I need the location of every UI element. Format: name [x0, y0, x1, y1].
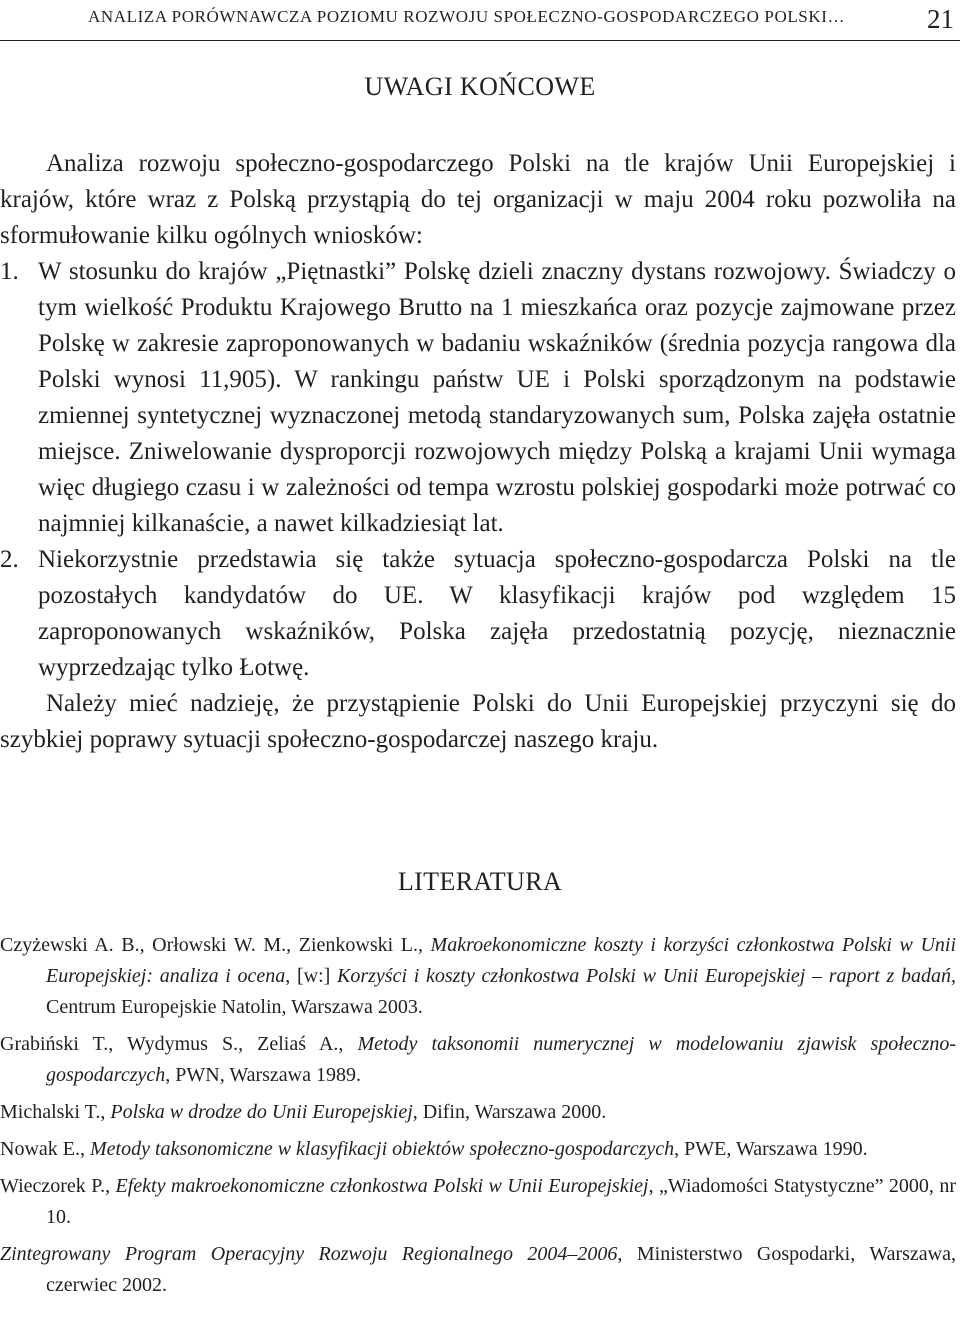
reference-item: [0, 930, 956, 1023]
reference-authors: Michalski T.,: [0, 1101, 111, 1123]
reference-item: [0, 1134, 956, 1165]
section-heading-literature: LITERATURA: [397, 867, 563, 896]
reference-authors: Grabiński T., Wydymus S., Zeliaś A.,: [0, 1033, 358, 1055]
section-heading-conclusions: UWAGI KOŃCOWE: [364, 72, 596, 101]
page-number: 21: [927, 4, 954, 34]
reference-publisher: , Difin, Warszawa 2000.: [412, 1101, 607, 1123]
reference-source: Korzyści i koszty członkostwa Polski w Unii Europejskiej – raport z badań: [337, 965, 951, 987]
reference-authors: Czyżewski A. B., Orłowski W. M., Zienkowski L.,: [0, 934, 431, 956]
reference-publisher: , Centrum Europejskie Natolin, Warszawa 2003.: [46, 965, 956, 1018]
conclusions-body: [0, 146, 956, 758]
point-number: 2.: [0, 546, 19, 573]
reference-item: [0, 1239, 956, 1301]
reference-title: Metody taksonomii numerycznej w modelowaniu zjawisk społeczno-gospodarczych: [46, 1033, 956, 1086]
reference-publisher: , PWN, Warszawa 1989.: [165, 1064, 362, 1086]
point-text: Niekorzystnie przedstawia się także sytuacja społeczno-gospodarcza Polski na tle pozostałych kandydatów do UE. W klasyfikacji krajów pod względem 15 zaproponowanych wskaźników, Polska zajęła przedostatnią pozycję, nieznacznie wyprzedzając tylko Łotwę.: [38, 546, 956, 681]
reference-authors: Wieczorek P.,: [0, 1175, 116, 1197]
reference-publisher: , „Wiadomości Statystyczne” 2000, nr 10.: [46, 1175, 956, 1228]
reference-list: [0, 930, 956, 1307]
conclusions-closing: Należy mieć nadzieję, że przystąpienie Polski do Unii Europejskiej przyczyni się do szybkiej poprawy sytuacji społeczno-gospodarczej naszego kraju.: [0, 690, 956, 753]
reference-item: [0, 1097, 956, 1128]
reference-title: Makroekonomiczne koszty i korzyści członkostwa Polski w Unii Europejskiej: analiza i ocena: [46, 934, 956, 987]
header-rule: [0, 40, 960, 41]
reference-title: Metody taksonomiczne w klasyfikacji obiektów społeczno-gospodarczych: [89, 1138, 675, 1160]
conclusion-point-2: [0, 542, 956, 686]
running-header-title: ANALIZA PORÓWNAWCZA POZIOMU ROZWOJU SPOŁECZNO-GOSPODARCZEGO POLSKI…: [88, 7, 846, 26]
point-number: 1.: [0, 258, 19, 285]
reference-publisher: , Ministerstwo Gospodarki, Warszawa, czerwiec 2002.: [46, 1243, 956, 1296]
reference-item: [0, 1029, 956, 1091]
reference-connector: , [w:]: [285, 965, 338, 987]
reference-title: Zintegrowany Program Operacyjny Rozwoju Regionalnego 2004–2006: [0, 1243, 618, 1265]
conclusion-point-1: [0, 254, 956, 542]
conclusions-intro: Analiza rozwoju społeczno-gospodarczego Polski na tle krajów Unii Europejskiej i krajów, które wraz z Polską przystąpią do tej organizacji w maju 2004 roku pozwoliła na sformułowanie kilku ogólnych wniosków:: [0, 150, 956, 249]
point-text: W stosunku do krajów „Piętnastki” Polskę dzieli znaczny dystans rozwojowy. Świadczy o tym wielkość Produktu Krajowego Brutto na 1 mieszkańca oraz pozycje zajmowane przez Polskę w zakresie zaproponowanych w badaniu wskaźników (średnia pozycja rangowa dla Polski wynosi 11,905). W rankingu państw UE i Polski sporządzonym na podstawie zmiennej syntetycznej wyznaczonej metodą standaryzowanych sum, Polska zajęła ostatnie miejsce. Zniwelowanie dysproporcji rozwojowych między Polską a krajami Unii wymaga więc długiego czasu i w zależności od tempa wzrostu polskiej gospodarki może potrwać co najmniej kilkanaście, a nawet kilkadziesiąt lat.: [38, 258, 956, 537]
reference-title: Polska w drodze do Unii Europejskiej: [110, 1101, 413, 1123]
reference-authors: Nowak E.,: [0, 1138, 90, 1160]
reference-title: Efekty makroekonomiczne członkostwa Polski w Unii Europejskiej: [115, 1175, 649, 1197]
reference-item: [0, 1171, 956, 1233]
reference-publisher: , PWE, Warszawa 1990.: [674, 1138, 868, 1160]
